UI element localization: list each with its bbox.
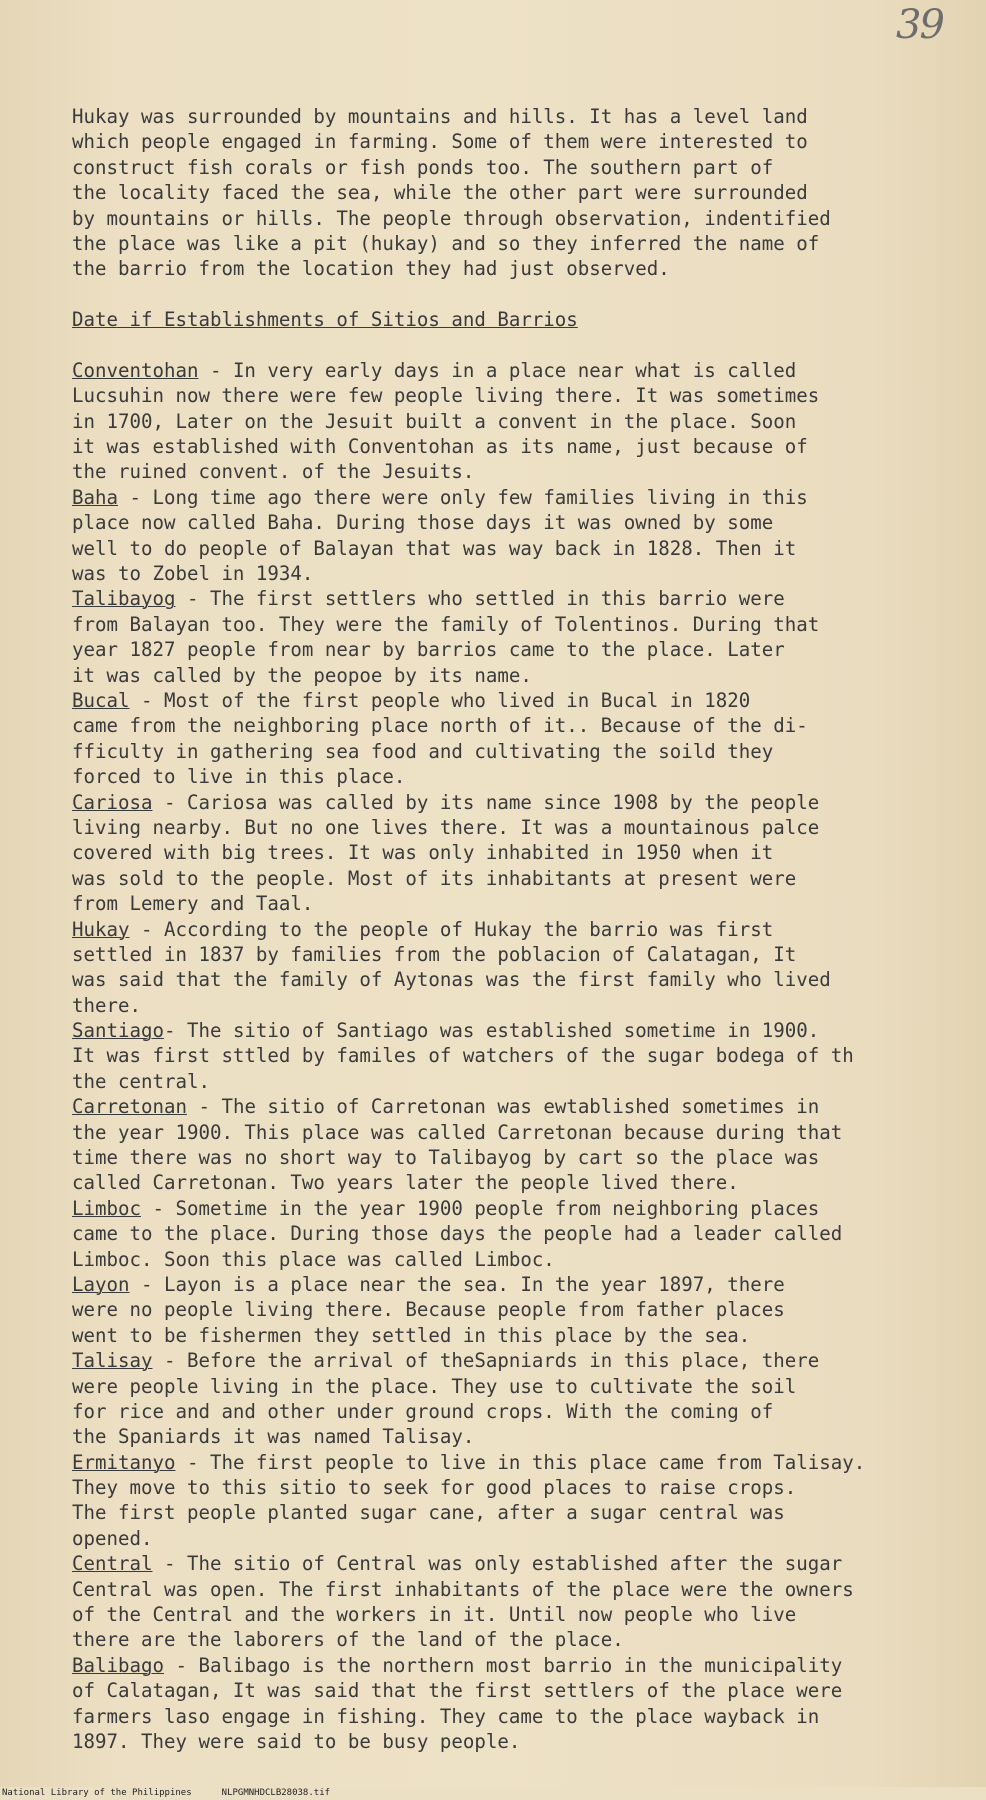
text-line: Lucsuhin now there were few people living there. It was sometimes <box>72 384 820 408</box>
sitio-description-start: - Cariosa was called by its name since 1908 by the people <box>152 790 820 814</box>
text-line <box>72 1272 952 1297</box>
sitio-entry <box>72 1196 952 1272</box>
text-line: there are the laborers of the land of the place. <box>72 1628 624 1652</box>
sitio-name: Baha <box>72 485 118 509</box>
text-line: of the Central and the workers in it. Until now people who live <box>72 1603 797 1627</box>
text-line <box>72 586 952 611</box>
sitio-entry <box>72 790 952 917</box>
sitio-description-start: - Most of the first people who lived in Bucal in 1820 <box>129 688 751 712</box>
text-line: It was first sttled by familes of watchers of the sugar bodega of th <box>72 1044 854 1068</box>
paragraph-gap <box>72 282 952 307</box>
text-line: 1897. They were said to be busy people. <box>72 1730 521 1753</box>
text-line: it was called by the peopoe by its name. <box>72 663 532 687</box>
sitio-entry <box>72 917 952 1019</box>
sitio-name: Hukay <box>72 917 130 941</box>
footer-institution: National Library of the Philippines <box>2 1788 192 1798</box>
text-line: Limboc. Soon this place was called Limboc. <box>72 1247 555 1271</box>
section-heading <box>72 307 952 332</box>
sitio-name: Talibayog <box>72 587 176 611</box>
text-line: of Calatagan, It was said that the first settlers of the place were <box>72 1679 843 1703</box>
sitio-name: Conventohan <box>72 358 199 382</box>
footer-filename: NLPGMNHDCLB28038.tif <box>221 1788 331 1798</box>
sitio-name: Layon <box>72 1272 130 1296</box>
text-line: living nearby. But no one lives there. It was a mountainous palce <box>72 815 820 839</box>
sitio-entry <box>72 485 952 587</box>
text-line: the ruined convent. of the Jesuits. <box>72 460 475 484</box>
page-number: 39 <box>896 2 943 48</box>
text-line: construct fish corals or fish ponds too. The southern part of <box>72 155 774 179</box>
text-line <box>72 1196 952 1221</box>
text-line: time there was no short way to Talibayog by cart so the place was <box>72 1146 820 1170</box>
section-heading-text: Date if Establishments of Sitios and Barrios <box>72 308 578 332</box>
text-line: from Lemery and Taal. <box>72 892 314 916</box>
text-line: from Balayan too. They were the family of Tolentinos. During that <box>72 612 820 636</box>
text-line: the locality faced the sea, while the other part were surrounded <box>72 181 808 205</box>
sitio-entries <box>72 358 952 1754</box>
sitio-description-start: - In very early days in a place near what is called <box>198 358 797 382</box>
sitio-entry <box>72 586 952 688</box>
text-line: was sold to the people. Most of its inhabitants at present were <box>72 866 797 890</box>
text-line: year 1827 people from near by barrios came to the place. Later <box>72 638 785 662</box>
sitio-entry <box>72 1653 952 1755</box>
sitio-description-start: - Layon is a place near the sea. In the year 1897, there <box>129 1272 785 1296</box>
sitio-name: Talisay <box>72 1349 153 1373</box>
text-line <box>72 1450 952 1475</box>
text-line: opened. <box>72 1526 153 1550</box>
text-line: called Carretonan. Two years later the people lived there. <box>72 1171 739 1195</box>
sitio-entry <box>72 1450 952 1552</box>
sitio-entry <box>72 1272 952 1348</box>
text-line: forced to live in this place. <box>72 765 406 789</box>
text-line: The first people planted sugar cane, after a sugar central was <box>72 1501 785 1525</box>
sitio-entry <box>72 688 952 790</box>
text-line: the place was like a pit (hukay) and so they inferred the name of <box>72 231 820 255</box>
intro-paragraph <box>72 104 952 282</box>
sitio-description-start: - Balibago is the northern most barrio in the municipality <box>163 1653 843 1677</box>
text-line <box>72 1551 952 1576</box>
text-line: came to the place. During those days the people had a leader called <box>72 1222 843 1246</box>
text-line: was said that the family of Aytonas was the first family who lived <box>72 968 831 992</box>
text-line: Central was open. The first inhabitants of the place were the owners <box>72 1577 854 1601</box>
text-line: settled in 1837 by families from the poblacion of Calatagan, It <box>72 942 797 966</box>
text-line <box>72 1094 952 1119</box>
text-line <box>72 1018 952 1043</box>
text-line: fficulty in gathering sea food and cultivating the soild they <box>72 739 774 763</box>
text-line: the central. <box>72 1069 210 1093</box>
text-line <box>72 485 952 510</box>
scan-footer <box>0 1787 986 1800</box>
text-line <box>72 688 952 713</box>
text-line: by mountains or hills. The people through observation, indentified <box>72 206 831 230</box>
text-line: were no people living there. Because people from father places <box>72 1298 785 1322</box>
text-line <box>72 917 952 942</box>
sitio-entry <box>72 1551 952 1653</box>
sitio-description-start: - Long time ago there were only few families living in this <box>117 485 808 509</box>
sitio-description-start: - The sitio of Santiago was established sometime in 1900. <box>163 1019 820 1043</box>
document-body <box>72 104 952 1754</box>
text-line: the year 1900. This place was called Carretonan because during that <box>72 1120 843 1144</box>
sitio-name: Ermitanyo <box>72 1450 176 1474</box>
paragraph-gap <box>72 333 952 358</box>
text-line: were people living in the place. They use to cultivate the soil <box>72 1374 797 1398</box>
text-line: there. <box>72 993 141 1017</box>
sitio-name: Santiago <box>72 1019 164 1043</box>
sitio-name: Carretonan <box>72 1095 187 1119</box>
sitio-name: Bucal <box>72 688 130 712</box>
text-line: which people engaged in farming. Some of them were interested to <box>72 130 808 154</box>
text-line: farmers laso engage in fishing. They came to the place wayback in <box>72 1704 820 1728</box>
sitio-description-start: - The first settlers who settled in this barrio were <box>175 587 785 611</box>
sitio-entry <box>72 1094 952 1196</box>
sitio-entry <box>72 358 952 485</box>
sitio-entry <box>72 1018 952 1094</box>
sitio-description-start: - Before the arrival of theSapniards in this place, there <box>152 1349 820 1373</box>
text-line: They move to this sitio to seek for good places to raise crops. <box>72 1476 797 1500</box>
text-line: for rice and and other under ground crops. With the coming of <box>72 1399 774 1423</box>
text-line <box>72 790 952 815</box>
text-line: went to be fishermen they settled in this place by the sea. <box>72 1323 751 1347</box>
sitio-description-start: - According to the people of Hukay the barrio was first <box>129 917 774 941</box>
sitio-name: Limboc <box>72 1196 141 1220</box>
text-line: the Spaniards it was named Talisay. <box>72 1425 475 1449</box>
text-line: in 1700, Later on the Jesuit built a convent in the place. Soon <box>72 409 797 433</box>
sitio-description-start: - The first people to live in this place came from Talisay. <box>175 1450 866 1474</box>
text-line <box>72 1653 952 1678</box>
sitio-description-start: - Sometime in the year 1900 people from neighboring places <box>140 1196 820 1220</box>
text-line <box>72 1348 952 1373</box>
text-line: place now called Baha. During those days it was owned by some <box>72 511 774 535</box>
text-line: came from the neighboring place north of it.. Because of the di- <box>72 714 808 738</box>
sitio-entry <box>72 1348 952 1450</box>
sitio-description-start: - The sitio of Central was only established after the sugar <box>152 1552 843 1576</box>
sitio-name: Balibago <box>72 1653 164 1677</box>
text-line: Hukay was surrounded by mountains and hills. It has a level land <box>72 105 808 128</box>
sitio-name: Cariosa <box>72 790 153 814</box>
text-line: covered with big trees. It was only inhabited in 1950 when it <box>72 841 774 865</box>
text-line: well to do people of Balayan that was way back in 1828. Then it <box>72 536 797 560</box>
sitio-description-start: - The sitio of Carretonan was ewtablished sometimes in <box>186 1095 820 1119</box>
text-line: the barrio from the location they had just observed. <box>72 257 670 281</box>
text-line <box>72 358 952 383</box>
sitio-name: Central <box>72 1552 153 1576</box>
text-line: it was established with Conventohan as its name, just because of <box>72 435 808 459</box>
text-line: was to Zobel in 1934. <box>72 562 314 586</box>
